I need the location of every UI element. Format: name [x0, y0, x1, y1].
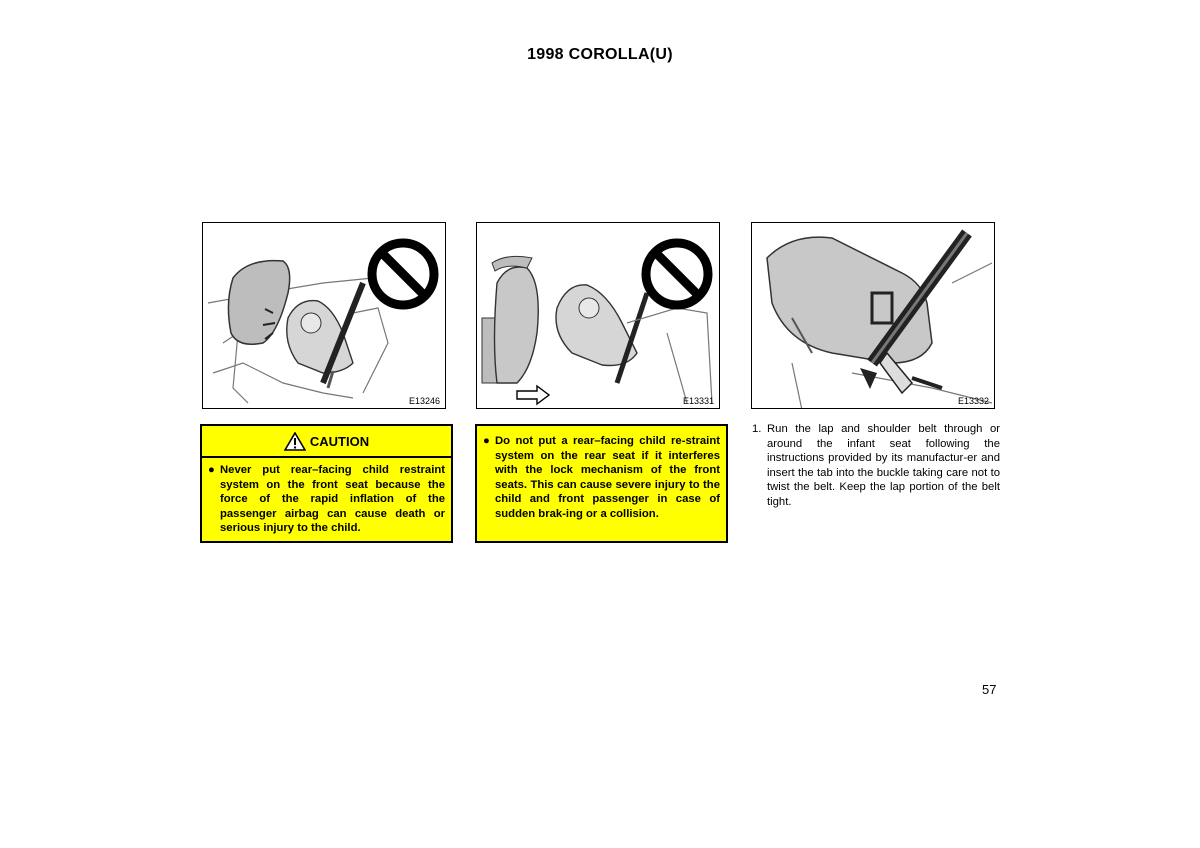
front-seat-airbag-drawing — [203, 223, 446, 409]
page-number: 57 — [982, 682, 997, 697]
seatbelt-infant-seat-drawing — [752, 223, 995, 409]
figure-code: E13332 — [957, 396, 989, 406]
bullet-icon: ● — [483, 435, 490, 447]
illustration-seatbelt-through-infant-seat — [751, 222, 995, 409]
warning-triangle-icon — [284, 432, 306, 451]
caution-item — [483, 434, 720, 522]
bullet-icon: ● — [208, 464, 215, 476]
illustration-rear-seat-lock — [476, 222, 720, 409]
step-text: Run the lap and shoulder belt through or around the infant seat following the instructions provided by its manufactur-er and insert the tab into the buckle taking care not to twist the belt. Keep the lap portion of the belt tight. — [767, 423, 1000, 508]
prohibited-icon — [646, 243, 708, 305]
page-header-title: 1998 COROLLA(U) — [527, 46, 673, 63]
step-number: 1. — [752, 423, 762, 435]
caution-box-continued — [475, 424, 728, 543]
prohibited-icon — [372, 243, 434, 305]
caution-label: CAUTION — [309, 433, 370, 449]
caution-box — [200, 424, 453, 543]
illustration-front-seat-airbag — [202, 222, 446, 409]
caution-item — [208, 463, 445, 536]
rear-seat-lock-drawing — [477, 223, 720, 409]
figure-code: E13246 — [408, 396, 440, 406]
instruction-step — [752, 422, 1000, 510]
figure-code: E13331 — [682, 396, 714, 406]
caution-item-text: Never put rear–facing child restraint system on the front seat because the force of the rapid inflation of the passenger airbag can cause death or serious injury to the child. — [220, 464, 445, 535]
caution-heading — [202, 426, 451, 458]
caution-item-text: Do not put a rear–facing child re-straint system on the rear seat if it interferes with the lock mechanism of the front seats. This can cause severe injury to the child and front passenger in case of sudden brak-ing or a collision. — [495, 435, 720, 520]
